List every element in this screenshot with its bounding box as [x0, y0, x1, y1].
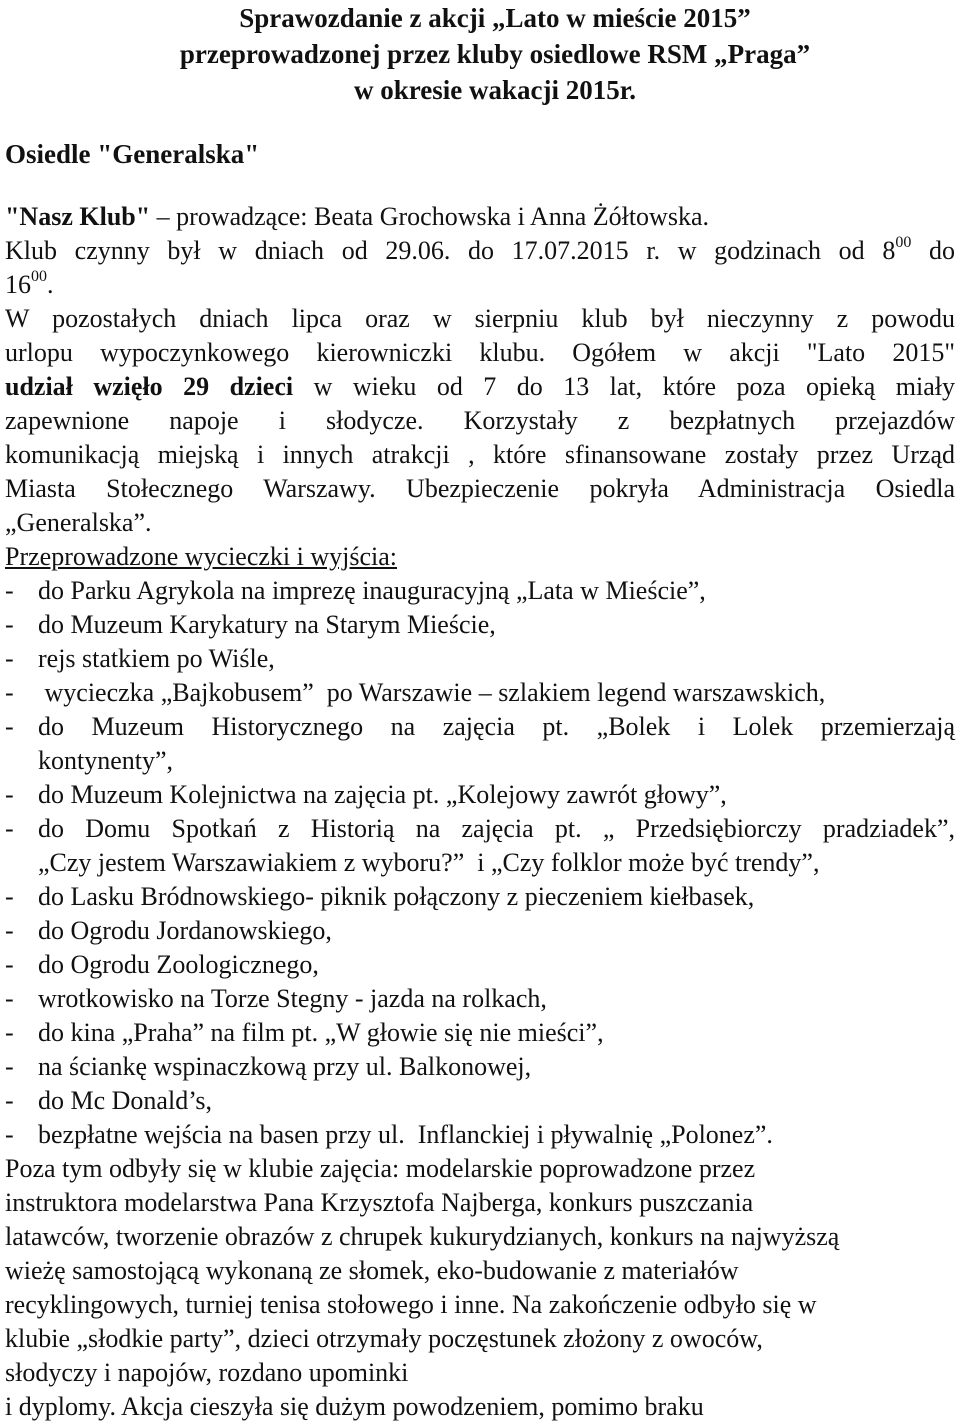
- klub-leaders-line: [5, 200, 955, 234]
- summary-paragraph: W pozostałych dniach lipca oraz w sierpniu klub był nieczynny z powodu urlopu wypoczynkowego kierowniczki klubu. Ogółem w akcji "Lato 2015" udział wzięło 29 dzieci w wieku od 7 do 13 lat, które poza opieką miały zapewnione napoje i słodycze. Korzystały z bezpłatnych przejazdów komunikacją miejską i innych atrakcji , które sfinansowane zostały przez Urząd Miasta Stołecznego Warszawy. Ubezpieczenie pokryła Administracja Osiedla „Generalska”.: [5, 304, 955, 537]
- trips-list: [5, 574, 955, 1152]
- klub-hours-line: Klub czynny był w dniach od 29.06. do 17.07.2015 r. w godzinach od $8^{00}$ do: [5, 234, 956, 265]
- list-item: - do Lasku Bródnowskiego- piknik połączony z pieczeniem kiełbasek,: [5, 882, 755, 911]
- list-item: - na ściankę wspinaczkową przy ul. Balkonowej,: [5, 1052, 532, 1081]
- klub-name: "Nasz Klub": [5, 202, 151, 231]
- list-item: - wycieczka „Bajkobusem” po Warszawie – szlakiem legend warszawskich,: [5, 678, 826, 707]
- title-line-3: w okresie wakacji 2015r.: [354, 75, 636, 105]
- closing-paragraph: Poza tym odbyły się w klubie zajęcia: modelarskie poprowadzone przez instruktora modelarstwa Pana Krzysztofa Najberga, konkurs puszczania latawców, tworzenie obrazów z chrupek kukurydzianych, konkurs na najwyższą wieżę samostojącą wykonaną ze słomek, eko-budowanie z materiałów recyklingowych, turniej tenisa stołowego i inne. Na zakończenie odbyło się w klubie „słodkie party”, dzieci otrzymały poczęstunek złożony z owoców, słodyczy i napojów, rozdano upominki i dyplomy. Akcja cieszyła się dużym powodzeniem, pomimo braku: [5, 1154, 840, 1421]
- children-count: udział wzięło 29 dzieci: [5, 372, 294, 401]
- klub-leaders: – prowadzące: Beata Grochowska i Anna Żółtowska.: [150, 202, 709, 231]
- list-item: - do Ogrodu Zoologicznego,: [5, 950, 319, 979]
- spacer: [5, 172, 955, 200]
- list-item: - do Parku Agrykola na imprezę inauguracyjną „Lata w Mieście”,: [5, 576, 706, 605]
- list-item: - do kina „Praha” na film pt. „W głowie się nie mieści”,: [5, 1018, 604, 1047]
- list-item: - do Muzeum Karykatury na Starym Mieście,: [5, 610, 496, 639]
- trips-heading: Przeprowadzone wycieczki i wyjścia:: [5, 542, 398, 571]
- list-item: - do Muzeum Historycznego na zajęcia pt. „Bolek i Lolek przemierzają kontynenty”,: [5, 712, 955, 775]
- title-line-1: Sprawozdanie z akcji „Lato w mieście 2015”: [239, 3, 751, 33]
- list-item: - do Mc Donald’s,: [5, 1086, 213, 1115]
- klub-hours-end: $16^{00}$.: [5, 268, 54, 299]
- list-item: - bezpłatne wejścia na basen przy ul. Inflanckiej i pływalnię „Polonez”.: [5, 1120, 773, 1149]
- list-item: - do Ogrodu Jordanowskiego,: [5, 916, 332, 945]
- klub-section: [5, 200, 955, 302]
- list-item: - do Muzeum Kolejnictwa na zajęcia pt. „Kolejowy zawrót głowy”,: [5, 780, 727, 809]
- document-page: [5, 0, 955, 1424]
- title-line-2: przeprowadzonej przez kluby osiedlowe RSM „Praga”: [179, 39, 811, 69]
- document-title: [35, 0, 955, 108]
- list-item: - wrotkowisko na Torze Stegny - jazda na rolkach,: [5, 984, 547, 1013]
- osiedle-heading: Osiedle "Generalska": [5, 139, 260, 169]
- list-item: - rejs statkiem po Wiśle,: [5, 644, 275, 673]
- list-item: - do Domu Spotkań z Historią na zajęcia pt. „ Przedsiębiorczy pradziadek”, „Czy jestem Warszawiakiem z wyboru?” i „Czy folklor może być trendy”,: [5, 814, 955, 877]
